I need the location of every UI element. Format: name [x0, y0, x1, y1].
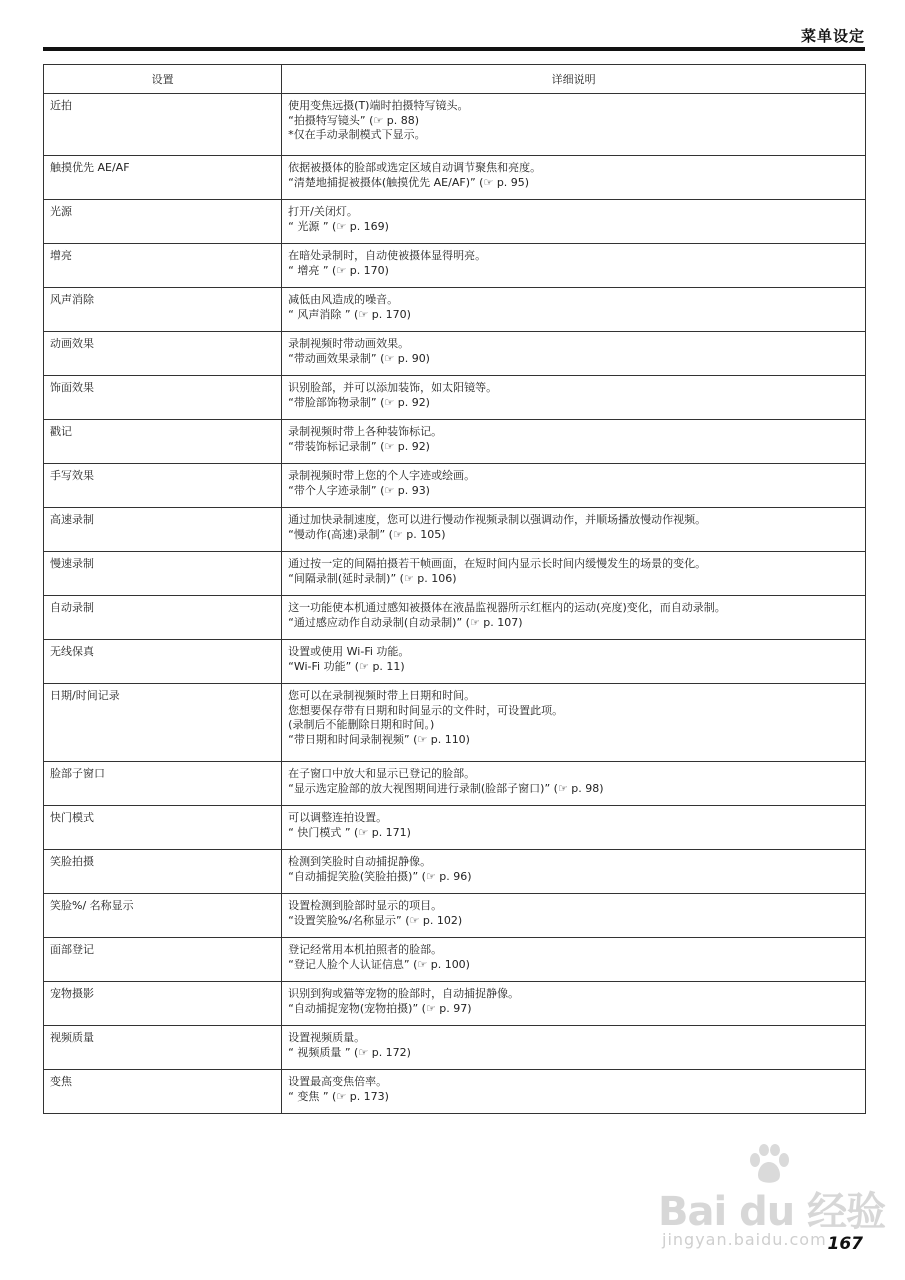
description-line: *仅在手动录制模式下显示。	[288, 128, 426, 141]
setting-description	[282, 982, 866, 1026]
description-line: 识别脸部，并可以添加装饰，如太阳镜等。	[288, 381, 498, 394]
table-row	[44, 156, 866, 200]
setting-description	[282, 508, 866, 552]
description-line: “清楚地捕捉被摄体(触摸优先 AE/AF)” (☞ p. 95)	[288, 175, 530, 189]
description-line: “慢动作(高速)录制” (☞ p. 105)	[288, 527, 446, 541]
description-line: 录制视频时带动画效果。	[288, 337, 410, 350]
table-row	[44, 596, 866, 640]
setting-description	[282, 684, 866, 762]
description-line: 录制视频时带上各种装饰标记。	[288, 425, 443, 438]
setting-name: 光源	[44, 200, 282, 244]
setting-description	[282, 850, 866, 894]
setting-name: 风声消除	[44, 288, 282, 332]
description-line: 依据被摄体的脸部或选定区域自动调节聚焦和亮度。	[288, 161, 542, 174]
setting-name: 变焦	[44, 1070, 282, 1114]
setting-name: 慢速录制	[44, 552, 282, 596]
description-line: 在子窗口中放大和显示已登记的脸部。	[288, 767, 476, 780]
setting-name: 脸部子窗口	[44, 762, 282, 806]
setting-description	[282, 244, 866, 288]
setting-name: 无线保真	[44, 640, 282, 684]
description-line: 打开/关闭灯。	[288, 205, 358, 218]
setting-name: 饰面效果	[44, 376, 282, 420]
setting-description	[282, 420, 866, 464]
setting-name: 宠物摄影	[44, 982, 282, 1026]
table-row	[44, 850, 866, 894]
setting-name: 面部登记	[44, 938, 282, 982]
table-row	[44, 464, 866, 508]
table-header-row	[44, 65, 866, 94]
watermark-url: jingyan.baidu.com	[662, 1230, 827, 1249]
table-row	[44, 420, 866, 464]
table-row	[44, 552, 866, 596]
setting-name: 笑脸%/ 名称显示	[44, 894, 282, 938]
description-line: “间隔录制(延时录制)” (☞ p. 106)	[288, 571, 457, 585]
setting-description	[282, 552, 866, 596]
setting-name: 手写效果	[44, 464, 282, 508]
baidu-jingyan-watermark	[658, 1144, 886, 1252]
setting-name: 戳记	[44, 420, 282, 464]
setting-description	[282, 464, 866, 508]
description-line: 您可以在录制视频时带上日期和时间。	[288, 689, 476, 702]
description-line: 您想要保存带有日期和时间显示的文件时，可设置此项。	[288, 703, 564, 717]
menu-settings-table	[43, 64, 866, 1114]
table-row	[44, 640, 866, 684]
description-line: 检测到笑脸时自动捕捉静像。	[288, 855, 432, 868]
description-line: “设置笑脸%/名称显示” (☞ p. 102)	[288, 913, 463, 927]
setting-name: 增亮	[44, 244, 282, 288]
setting-description	[282, 288, 866, 332]
description-line: “登记人脸个人认证信息” (☞ p. 100)	[288, 957, 470, 971]
description-line: “自动捕捉宠物(宠物拍摄)” (☞ p. 97)	[288, 1001, 472, 1015]
table-row	[44, 1026, 866, 1070]
description-line: 这一功能使本机通过感知被摄体在液晶监视器所示红框内的运动(亮度)变化，而自动录制。	[288, 601, 726, 614]
table-row	[44, 94, 866, 156]
description-line: “ 增亮 ” (☞ p. 170)	[288, 263, 389, 277]
page-number: 167	[827, 1234, 863, 1254]
setting-name: 视频质量	[44, 1026, 282, 1070]
setting-description	[282, 376, 866, 420]
table-row	[44, 938, 866, 982]
setting-name: 动画效果	[44, 332, 282, 376]
table-row	[44, 376, 866, 420]
description-line: “Wi-Fi 功能” (☞ p. 11)	[288, 659, 405, 673]
setting-description	[282, 1070, 866, 1114]
table-row	[44, 806, 866, 850]
table-row	[44, 894, 866, 938]
description-line: 通过加快录制速度，您可以进行慢动作视频录制以强调动作，并顺场播放慢动作视频。	[288, 513, 707, 526]
description-line: 设置检测到脸部时显示的项目。	[288, 899, 443, 912]
setting-description	[282, 596, 866, 640]
section-title: 菜单设定	[800, 27, 865, 45]
setting-description	[282, 1026, 866, 1070]
description-line: 通过按一定的间隔拍摄若干帧画面，在短时间内显示长时间内缓慢发生的场景的变化。	[288, 557, 707, 570]
setting-description	[282, 762, 866, 806]
table-row	[44, 1070, 866, 1114]
description-line: 在暗处录制时，自动使被摄体显得明亮。	[288, 249, 487, 262]
table-row	[44, 684, 866, 762]
header-rule	[43, 47, 865, 51]
description-line: “显示选定脸部的放大视图期间进行录制(脸部子窗口)” (☞ p. 98)	[288, 781, 604, 795]
table-row	[44, 762, 866, 806]
setting-name: 高速录制	[44, 508, 282, 552]
setting-description	[282, 200, 866, 244]
setting-name: 笑脸拍摄	[44, 850, 282, 894]
detail-column-header: 详细说明	[282, 65, 866, 94]
setting-description	[282, 94, 866, 156]
table-row	[44, 288, 866, 332]
setting-description	[282, 806, 866, 850]
description-line: “带装饰标记录制” (☞ p. 92)	[288, 439, 430, 453]
description-line: “带日期和时间录制视频” (☞ p. 110)	[288, 732, 470, 746]
watermark-brand: Bai du 经验	[658, 1189, 886, 1235]
setting-description	[282, 156, 866, 200]
setting-name: 自动录制	[44, 596, 282, 640]
table-row	[44, 332, 866, 376]
description-line: 设置或使用 Wi-Fi 功能。	[288, 645, 410, 658]
setting-description	[282, 332, 866, 376]
description-line: 识别到狗或猫等宠物的脸部时，自动捕捉静像。	[288, 987, 520, 1000]
description-line: 登记经常用本机拍照者的脸部。	[288, 943, 443, 956]
description-line: “拍摄特写镜头” (☞ p. 88)	[288, 113, 419, 127]
setting-name: 快门模式	[44, 806, 282, 850]
description-line: 设置最高变焦倍率。	[288, 1075, 388, 1088]
table-row	[44, 200, 866, 244]
description-line: “自动捕捉笑脸(笑脸拍摄)” (☞ p. 96)	[288, 869, 472, 883]
description-line: “ 快门模式 ” (☞ p. 171)	[288, 825, 411, 839]
table-row	[44, 508, 866, 552]
setting-description	[282, 640, 866, 684]
table-row	[44, 982, 866, 1026]
description-line: (录制后不能删除日期和时间。)	[288, 718, 435, 731]
setting-name: 近拍	[44, 94, 282, 156]
setting-name: 触摸优先 AE/AF	[44, 156, 282, 200]
description-line: 可以调整连拍设置。	[288, 811, 388, 824]
description-line: “ 视频质量 ” (☞ p. 172)	[288, 1045, 411, 1059]
description-line: 设置视频质量。	[288, 1031, 366, 1044]
description-line: “ 风声消除 ” (☞ p. 170)	[288, 307, 411, 321]
description-line: 减低由风造成的噪音。	[288, 293, 399, 306]
description-line: 录制视频时带上您的个人字迹或绘画。	[288, 469, 476, 482]
description-line: “通过感应动作自动录制(自动录制)” (☞ p. 107)	[288, 615, 523, 629]
description-line: “ 光源 ” (☞ p. 169)	[288, 219, 389, 233]
setting-description	[282, 894, 866, 938]
description-line: “带动画效果录制” (☞ p. 90)	[288, 351, 430, 365]
description-line: “带脸部饰物录制” (☞ p. 92)	[288, 395, 430, 409]
description-line: “ 变焦 ” (☞ p. 173)	[288, 1089, 389, 1103]
description-line: “带个人字迹录制” (☞ p. 93)	[288, 483, 430, 497]
paw-icon	[746, 1144, 792, 1184]
setting-column-header: 设置	[44, 65, 282, 94]
table-row	[44, 244, 866, 288]
setting-description	[282, 938, 866, 982]
description-line: 使用变焦远摄(T)端时拍摄特写镜头。	[288, 99, 469, 112]
setting-name: 日期/时间记录	[44, 684, 282, 762]
